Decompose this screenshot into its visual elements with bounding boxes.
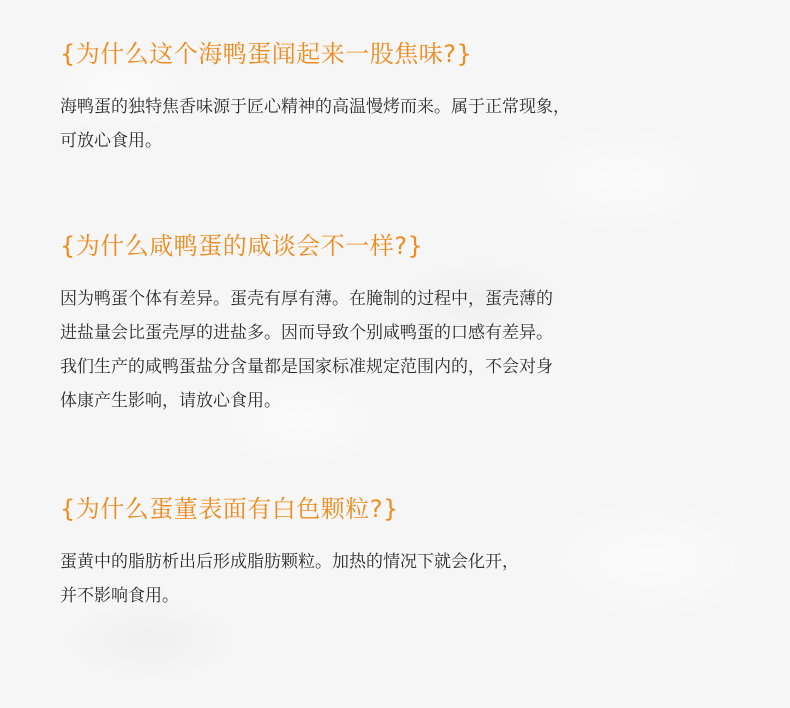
faq-answer-line: 海鸭蛋的独特焦香味源于匠心精神的高温慢烤而来。属于正常现象， (60, 97, 570, 117)
faq-answer-line: 因为鸭蛋个体有差异。蛋壳有厚有薄。在腌制的过程中，蛋壳薄的 (60, 289, 553, 309)
faq-question: {为什么咸鸭蛋的咸谈会不一样?} (60, 232, 424, 260)
faq-item-saltiness (60, 226, 750, 418)
faq-item-white-particles (60, 489, 750, 613)
faq-answer-line: 可放心食用。 (60, 131, 162, 151)
faq-answer-line: 并不影响食用。 (60, 586, 179, 606)
faq-answer (60, 545, 750, 613)
faq-question: {为什么蛋董表面有白色颗粒?} (60, 495, 399, 523)
faq-answer-line: 蛋黄中的脂肪析出后形成脂肪颗粒。加热的情况下就会化开， (60, 552, 519, 572)
faq-question: {为什么这个海鸭蛋闻起来一股焦味?} (60, 40, 473, 68)
faq-answer (60, 90, 750, 158)
faq-answer-line: 体康产生影响，请放心食用。 (60, 391, 281, 411)
faq-answer (60, 282, 750, 418)
faq-answer-line: 我们生产的咸鸭蛋盐分含量都是国家标准规定范围内的，不会对身 (60, 357, 553, 377)
faq-item-burnt-smell (60, 34, 750, 158)
faq-answer-line: 进盐量会比蛋壳厚的进盐多。因而导致个别咸鸭蛋的口感有差异。 (60, 323, 553, 343)
